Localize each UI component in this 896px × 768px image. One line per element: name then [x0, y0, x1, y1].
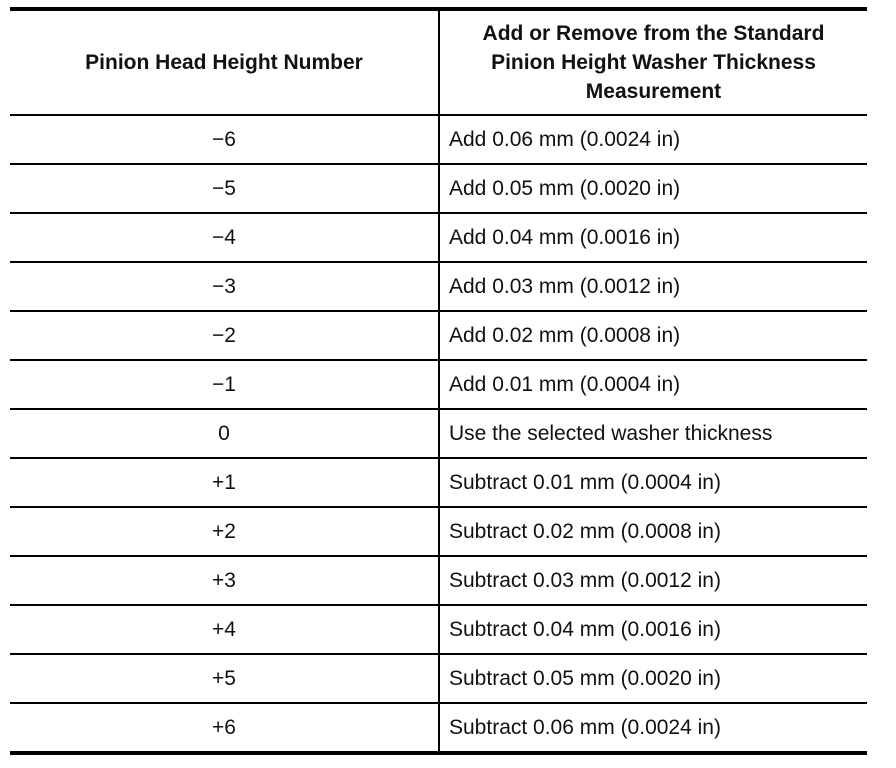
table-body — [10, 115, 867, 753]
header-line: Add or Remove from the Standard — [482, 22, 825, 45]
pinion-head-height-number-cell: +6 — [10, 703, 439, 753]
pinion-head-height-number-cell: −2 — [10, 311, 439, 360]
washer-adjustment-cell: Add 0.05 mm (0.0020 in) — [439, 164, 867, 213]
washer-adjustment-cell: Add 0.04 mm (0.0016 in) — [439, 213, 867, 262]
table-row — [10, 556, 867, 605]
washer-adjustment-cell: Add 0.01 mm (0.0004 in) — [439, 360, 867, 409]
table-row — [10, 164, 867, 213]
pinion-head-height-number-cell: +3 — [10, 556, 439, 605]
table-row — [10, 703, 867, 753]
pinion-head-height-number-cell: −1 — [10, 360, 439, 409]
washer-adjustment-cell: Subtract 0.02 mm (0.0008 in) — [439, 507, 867, 556]
pinion-washer-table — [10, 7, 867, 755]
table-row — [10, 458, 867, 507]
header-row — [10, 9, 867, 115]
pinion-head-height-number-cell: −5 — [10, 164, 439, 213]
washer-adjustment-cell: Subtract 0.05 mm (0.0020 in) — [439, 654, 867, 703]
header-washer-adjustment — [439, 9, 867, 115]
pinion-head-height-number-cell: +5 — [10, 654, 439, 703]
pinion-head-height-number-cell: −6 — [10, 115, 439, 164]
table-row — [10, 115, 867, 164]
table-row — [10, 262, 867, 311]
table-row — [10, 605, 867, 654]
pinion-head-height-number-cell: 0 — [10, 409, 439, 458]
header-line: Pinion Height Washer Thickness — [491, 51, 816, 74]
washer-adjustment-cell: Use the selected washer thickness — [439, 409, 867, 458]
table-row — [10, 311, 867, 360]
washer-adjustment-cell: Subtract 0.06 mm (0.0024 in) — [449, 715, 721, 739]
pinion-head-height-number-cell: −3 — [10, 262, 439, 311]
table-row — [10, 507, 867, 556]
washer-adjustment-cell: Add 0.06 mm (0.0024 in) — [439, 115, 867, 164]
table-header — [10, 9, 867, 115]
table-row — [10, 409, 867, 458]
washer-adjustment-cell: Add 0.03 mm (0.0012 in) — [439, 262, 867, 311]
pinion-head-height-number-cell: +4 — [10, 605, 439, 654]
pinion-head-height-number-cell: +2 — [10, 507, 439, 556]
washer-adjustment-cell: Subtract 0.04 mm (0.0016 in) — [439, 605, 867, 654]
pinion-head-height-number-cell: −4 — [10, 213, 439, 262]
pinion-head-height-number-cell: +1 — [10, 458, 439, 507]
header-pinion-head-height-number: Pinion Head Height Number — [10, 9, 439, 115]
table-row — [10, 654, 867, 703]
table-row — [10, 360, 867, 409]
washer-adjustment-cell: Add 0.02 mm (0.0008 in) — [439, 311, 867, 360]
table-row — [10, 213, 867, 262]
washer-adjustment-cell: Subtract 0.01 mm (0.0004 in) — [439, 458, 867, 507]
header-line: Measurement — [585, 80, 722, 103]
washer-adjustment-cell: Subtract 0.03 mm (0.0012 in) — [439, 556, 867, 605]
